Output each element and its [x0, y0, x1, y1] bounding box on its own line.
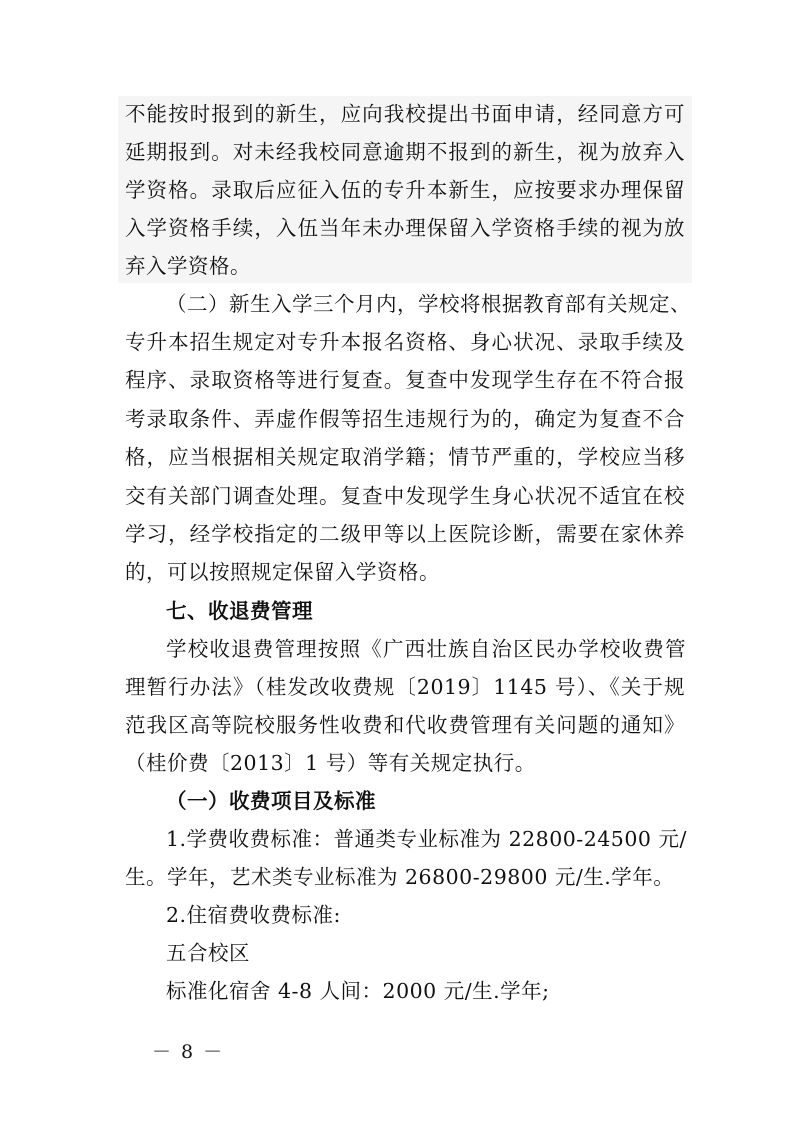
paragraph-line: 程序、录取资格等进行复查。复查中发现学生存在不符合报	[125, 368, 685, 392]
paragraph-line: 专升本招生规定对专升本报名资格、身心状况、录取手续及	[125, 330, 685, 354]
paragraph-line: （二）新生入学三个月内，学校将根据教育部有关规定、	[166, 292, 691, 316]
paragraph-line: 学习，经学校指定的二级甲等以上医院诊断，需要在家休养	[125, 522, 685, 546]
paragraph-line: 学校收退费管理按照《广西壮族自治区民办学校收费管	[166, 637, 686, 661]
paragraph-line: 标准化宿舍 4-8 人间：2000 元/生.学年;	[166, 979, 550, 1003]
paragraph-line: 交有关部门调查处理。复查中发现学生身心状况不适宜在校	[125, 484, 685, 508]
paragraph-line: 的，可以按照规定保留入学资格。	[125, 560, 440, 584]
page-number: － 8 －	[152, 1041, 225, 1063]
paragraph-line: 范我区高等院校服务性收费和代收费管理有关问题的通知》	[125, 713, 685, 737]
paragraph-line: 延期报到。对未经我校同意逾期不报到的新生，视为放弃入	[125, 140, 685, 164]
paragraph-line: 不能按时报到的新生，应向我校提出书面申请，经同意方可	[125, 102, 685, 126]
paragraph-line: 考录取条件、弄虚作假等招生违规行为的，确定为复查不合	[125, 407, 685, 431]
subsection-heading: （一）收费项目及标准	[166, 789, 376, 813]
paragraph-line: 格，应当根据相关规定取消学籍；情节严重的，学校应当移	[125, 445, 685, 469]
paragraph-line: 入学资格手续，入伍当年未办理保留入学资格手续的视为放	[125, 216, 685, 240]
paragraph-line: （桂价费〔2013〕1 号）等有关规定执行。	[125, 751, 536, 775]
paragraph-line: 五合校区	[166, 941, 250, 965]
section-heading: 七、收退费管理	[166, 599, 313, 623]
paragraph-line: 1.学费收费标准：普通类专业标准为 22800-24500 元/	[166, 827, 687, 851]
paragraph-line: 学资格。录取后应征入伍的专升本新生，应按要求办理保留	[125, 178, 685, 202]
paragraph-line: 理暂行办法》（桂发改收费规〔2019〕1145 号）、《关于规	[125, 675, 685, 699]
paragraph-line: 2.住宿费收费标准:	[166, 903, 341, 927]
paragraph-line: 弃入学资格。	[125, 254, 251, 278]
paragraph-line: 生。学年，艺术类专业标准为 26800-29800 元/生.学年。	[125, 865, 675, 889]
